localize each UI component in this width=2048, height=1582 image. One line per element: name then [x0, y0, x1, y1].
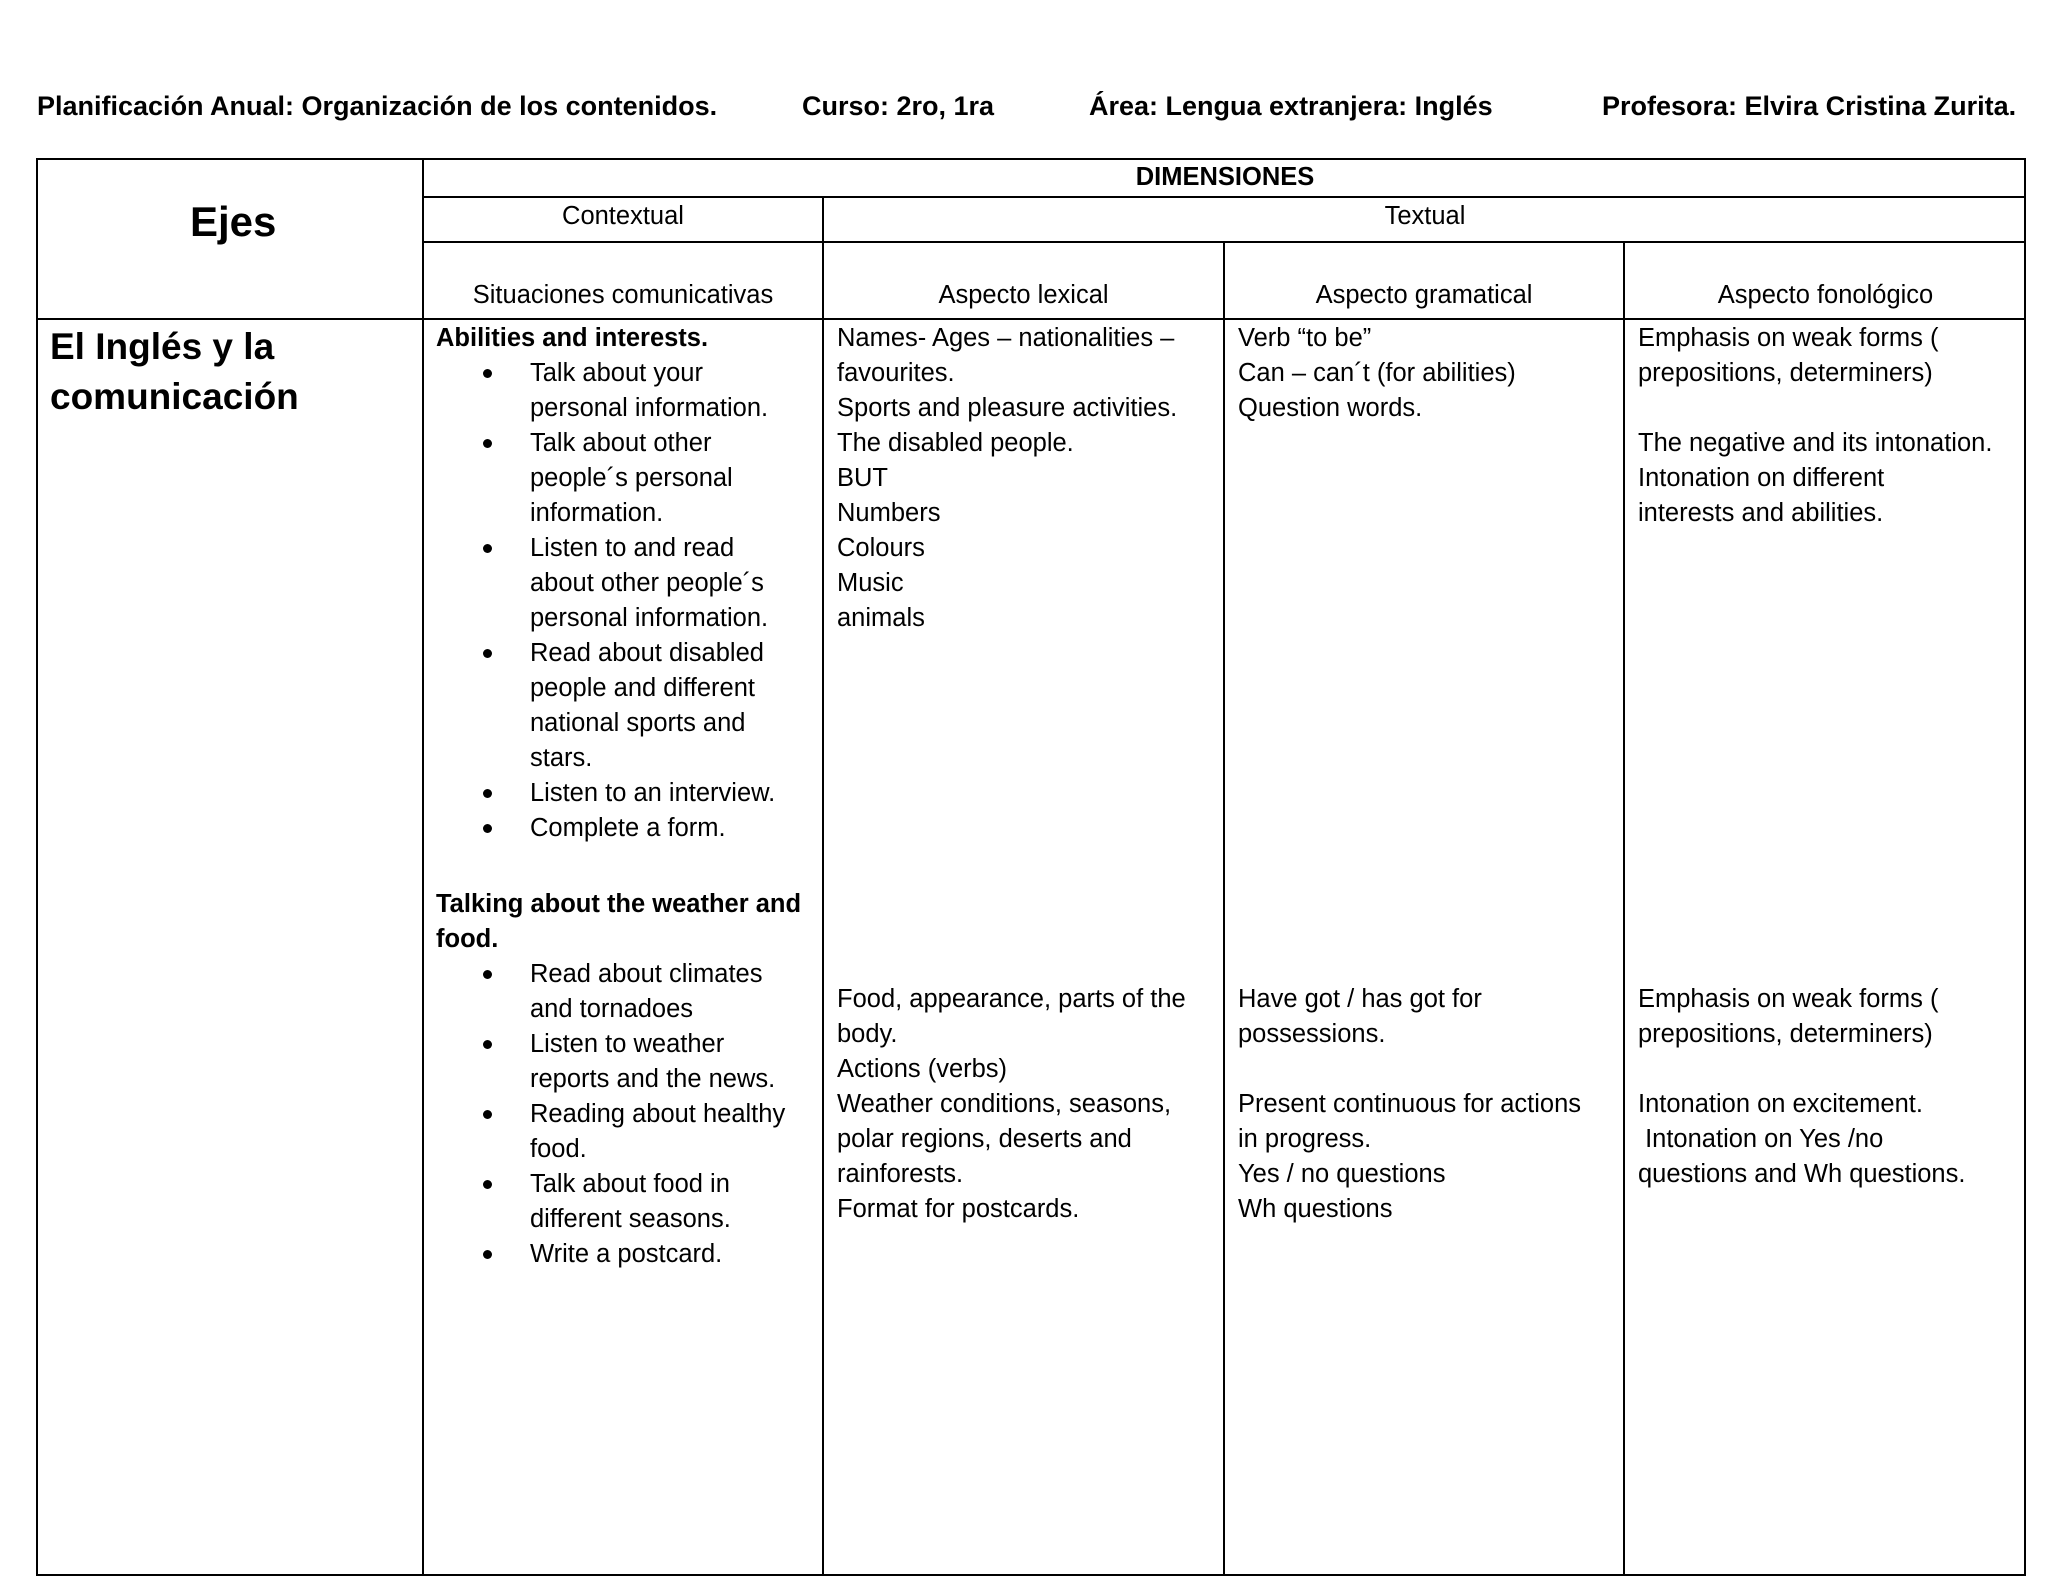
list-item-text: Listen to weather reports and the news.: [530, 1030, 776, 1093]
column-header-lexical: Aspecto lexical: [938, 281, 1109, 309]
bullet-icon: [483, 544, 492, 553]
eje-row-label: El Inglés y la comunicación: [50, 326, 299, 417]
bullet-icon: [483, 1250, 492, 1259]
list-item: [436, 1167, 801, 1237]
cell-line: Colours: [837, 534, 925, 562]
list-item-text: Read about disabled people and different national sports and stars.: [530, 639, 764, 772]
cell-line: polar regions, deserts and: [837, 1125, 1132, 1153]
cell-line: Question words.: [1238, 394, 1423, 422]
cell-line: body.: [837, 1020, 898, 1048]
cell-line: Music: [837, 569, 904, 597]
block-heading: Talking about the weather and food.: [436, 890, 802, 953]
cell-line: [1638, 1052, 1965, 1087]
area-label: Área: Lengua extranjera: Inglés: [1089, 91, 1493, 121]
plan-title: Planificación Anual: Organización de los contenidos.: [37, 91, 718, 121]
column-header-gramatical: Aspecto gramatical: [1315, 281, 1533, 309]
bullet-icon: [483, 1180, 492, 1189]
cell-line: Present continuous for actions: [1238, 1090, 1582, 1118]
table-divider: [36, 318, 2026, 320]
cell-line: Actions (verbs): [837, 1055, 1008, 1083]
gramatical-cell-2: [1238, 982, 1581, 1227]
list-item: [436, 356, 775, 426]
cell-line: in progress.: [1238, 1125, 1372, 1153]
cell-line: [1638, 391, 1992, 426]
profesora-label: Profesora: Elvira Cristina Zurita.: [1602, 91, 2017, 121]
textual-heading: Textual: [1384, 202, 1466, 230]
situaciones-block-2: [436, 887, 801, 1272]
cell-line: BUT: [837, 464, 888, 492]
list-item: [436, 776, 775, 811]
cell-line: Verb “to be”: [1238, 324, 1372, 352]
cell-line: interests and abilities.: [1638, 499, 1884, 527]
cell-line: Have got / has got for: [1238, 985, 1482, 1013]
lexical-cell-1: [837, 321, 1177, 636]
list-item: [436, 636, 775, 776]
bullet-icon: [483, 1110, 492, 1119]
bullet-icon: [483, 789, 492, 798]
bullet-icon: [483, 369, 492, 378]
table-divider: [1623, 242, 1625, 1576]
cell-line: possessions.: [1238, 1020, 1386, 1048]
list-item: [436, 957, 801, 1027]
curso-label: Curso: 2ro, 1ra: [802, 91, 995, 121]
block-heading: Abilities and interests.: [436, 324, 709, 352]
cell-line: prepositions, determiners): [1638, 1020, 1933, 1048]
list-item: [436, 1237, 801, 1272]
cell-line: Sports and pleasure activities.: [837, 394, 1178, 422]
cell-line: favourites.: [837, 359, 955, 387]
list-item-text: Complete a form.: [530, 814, 726, 842]
cell-line: Emphasis on weak forms (: [1638, 985, 1939, 1013]
cell-line: Intonation on different: [1638, 464, 1885, 492]
cell-line: questions and Wh questions.: [1638, 1160, 1966, 1188]
cell-line: Emphasis on weak forms (: [1638, 324, 1939, 352]
list-item: [436, 1027, 801, 1097]
cell-line: The disabled people.: [837, 429, 1074, 457]
cell-line: prepositions, determiners): [1638, 359, 1933, 387]
situaciones-list: [436, 957, 801, 1272]
cell-line: Intonation on excitement.: [1638, 1090, 1923, 1118]
bullet-icon: [483, 1040, 492, 1049]
cell-line: Wh questions: [1238, 1195, 1393, 1223]
list-item-text: Talk about your personal information.: [530, 359, 769, 422]
column-header-situaciones: Situaciones comunicativas: [472, 281, 774, 309]
dimensiones-heading: DIMENSIONES: [1135, 163, 1315, 191]
cell-line: Can – can´t (for abilities): [1238, 359, 1516, 387]
table-divider: [422, 158, 424, 1576]
gramatical-cell-1: [1238, 321, 1516, 426]
table-divider: [1223, 242, 1225, 1576]
cell-line: Weather conditions, seasons,: [837, 1090, 1172, 1118]
cell-line: animals: [837, 604, 925, 632]
cell-line: Yes / no questions: [1238, 1160, 1446, 1188]
list-item-text: Reading about healthy food.: [530, 1100, 786, 1163]
situaciones-list: [436, 356, 775, 846]
list-item: [436, 811, 775, 846]
list-item: [436, 1097, 801, 1167]
list-item-text: Listen to an interview.: [530, 779, 776, 807]
bullet-icon: [483, 439, 492, 448]
ejes-heading: Ejes: [190, 198, 277, 245]
lexical-cell-2: [837, 982, 1186, 1227]
list-item-text: Read about climates and tornadoes: [530, 960, 763, 1023]
list-item: [436, 426, 775, 531]
list-item-text: Write a postcard.: [530, 1240, 723, 1268]
list-item: [436, 531, 775, 636]
table-divider: [422, 241, 2026, 243]
table-divider: [422, 196, 2026, 198]
list-item-text: Talk about food in different seasons.: [530, 1170, 731, 1233]
fonologico-cell-1: [1638, 321, 1992, 531]
list-item-text: Talk about other people´s personal information.: [530, 429, 733, 527]
cell-line: rainforests.: [837, 1160, 964, 1188]
fonologico-cell-2: [1638, 982, 1965, 1192]
list-item-text: Listen to and read about other people´s personal information.: [530, 534, 769, 632]
cell-line: Intonation on Yes /no: [1638, 1125, 1884, 1153]
bullet-icon: [483, 824, 492, 833]
cell-line: The negative and its intonation.: [1638, 429, 1993, 457]
cell-line: Numbers: [837, 499, 941, 527]
bullet-icon: [483, 970, 492, 979]
column-header-fonologico: Aspecto fonológico: [1717, 281, 1934, 309]
contextual-heading: Contextual: [562, 202, 684, 230]
situaciones-block-1: [436, 321, 775, 846]
table-divider: [822, 196, 824, 1576]
cell-line: Food, appearance, parts of the: [837, 985, 1186, 1013]
cell-line: [1238, 1052, 1581, 1087]
cell-line: Names- Ages – nationalities –: [837, 324, 1175, 352]
bullet-icon: [483, 649, 492, 658]
cell-line: Format for postcards.: [837, 1195, 1080, 1223]
